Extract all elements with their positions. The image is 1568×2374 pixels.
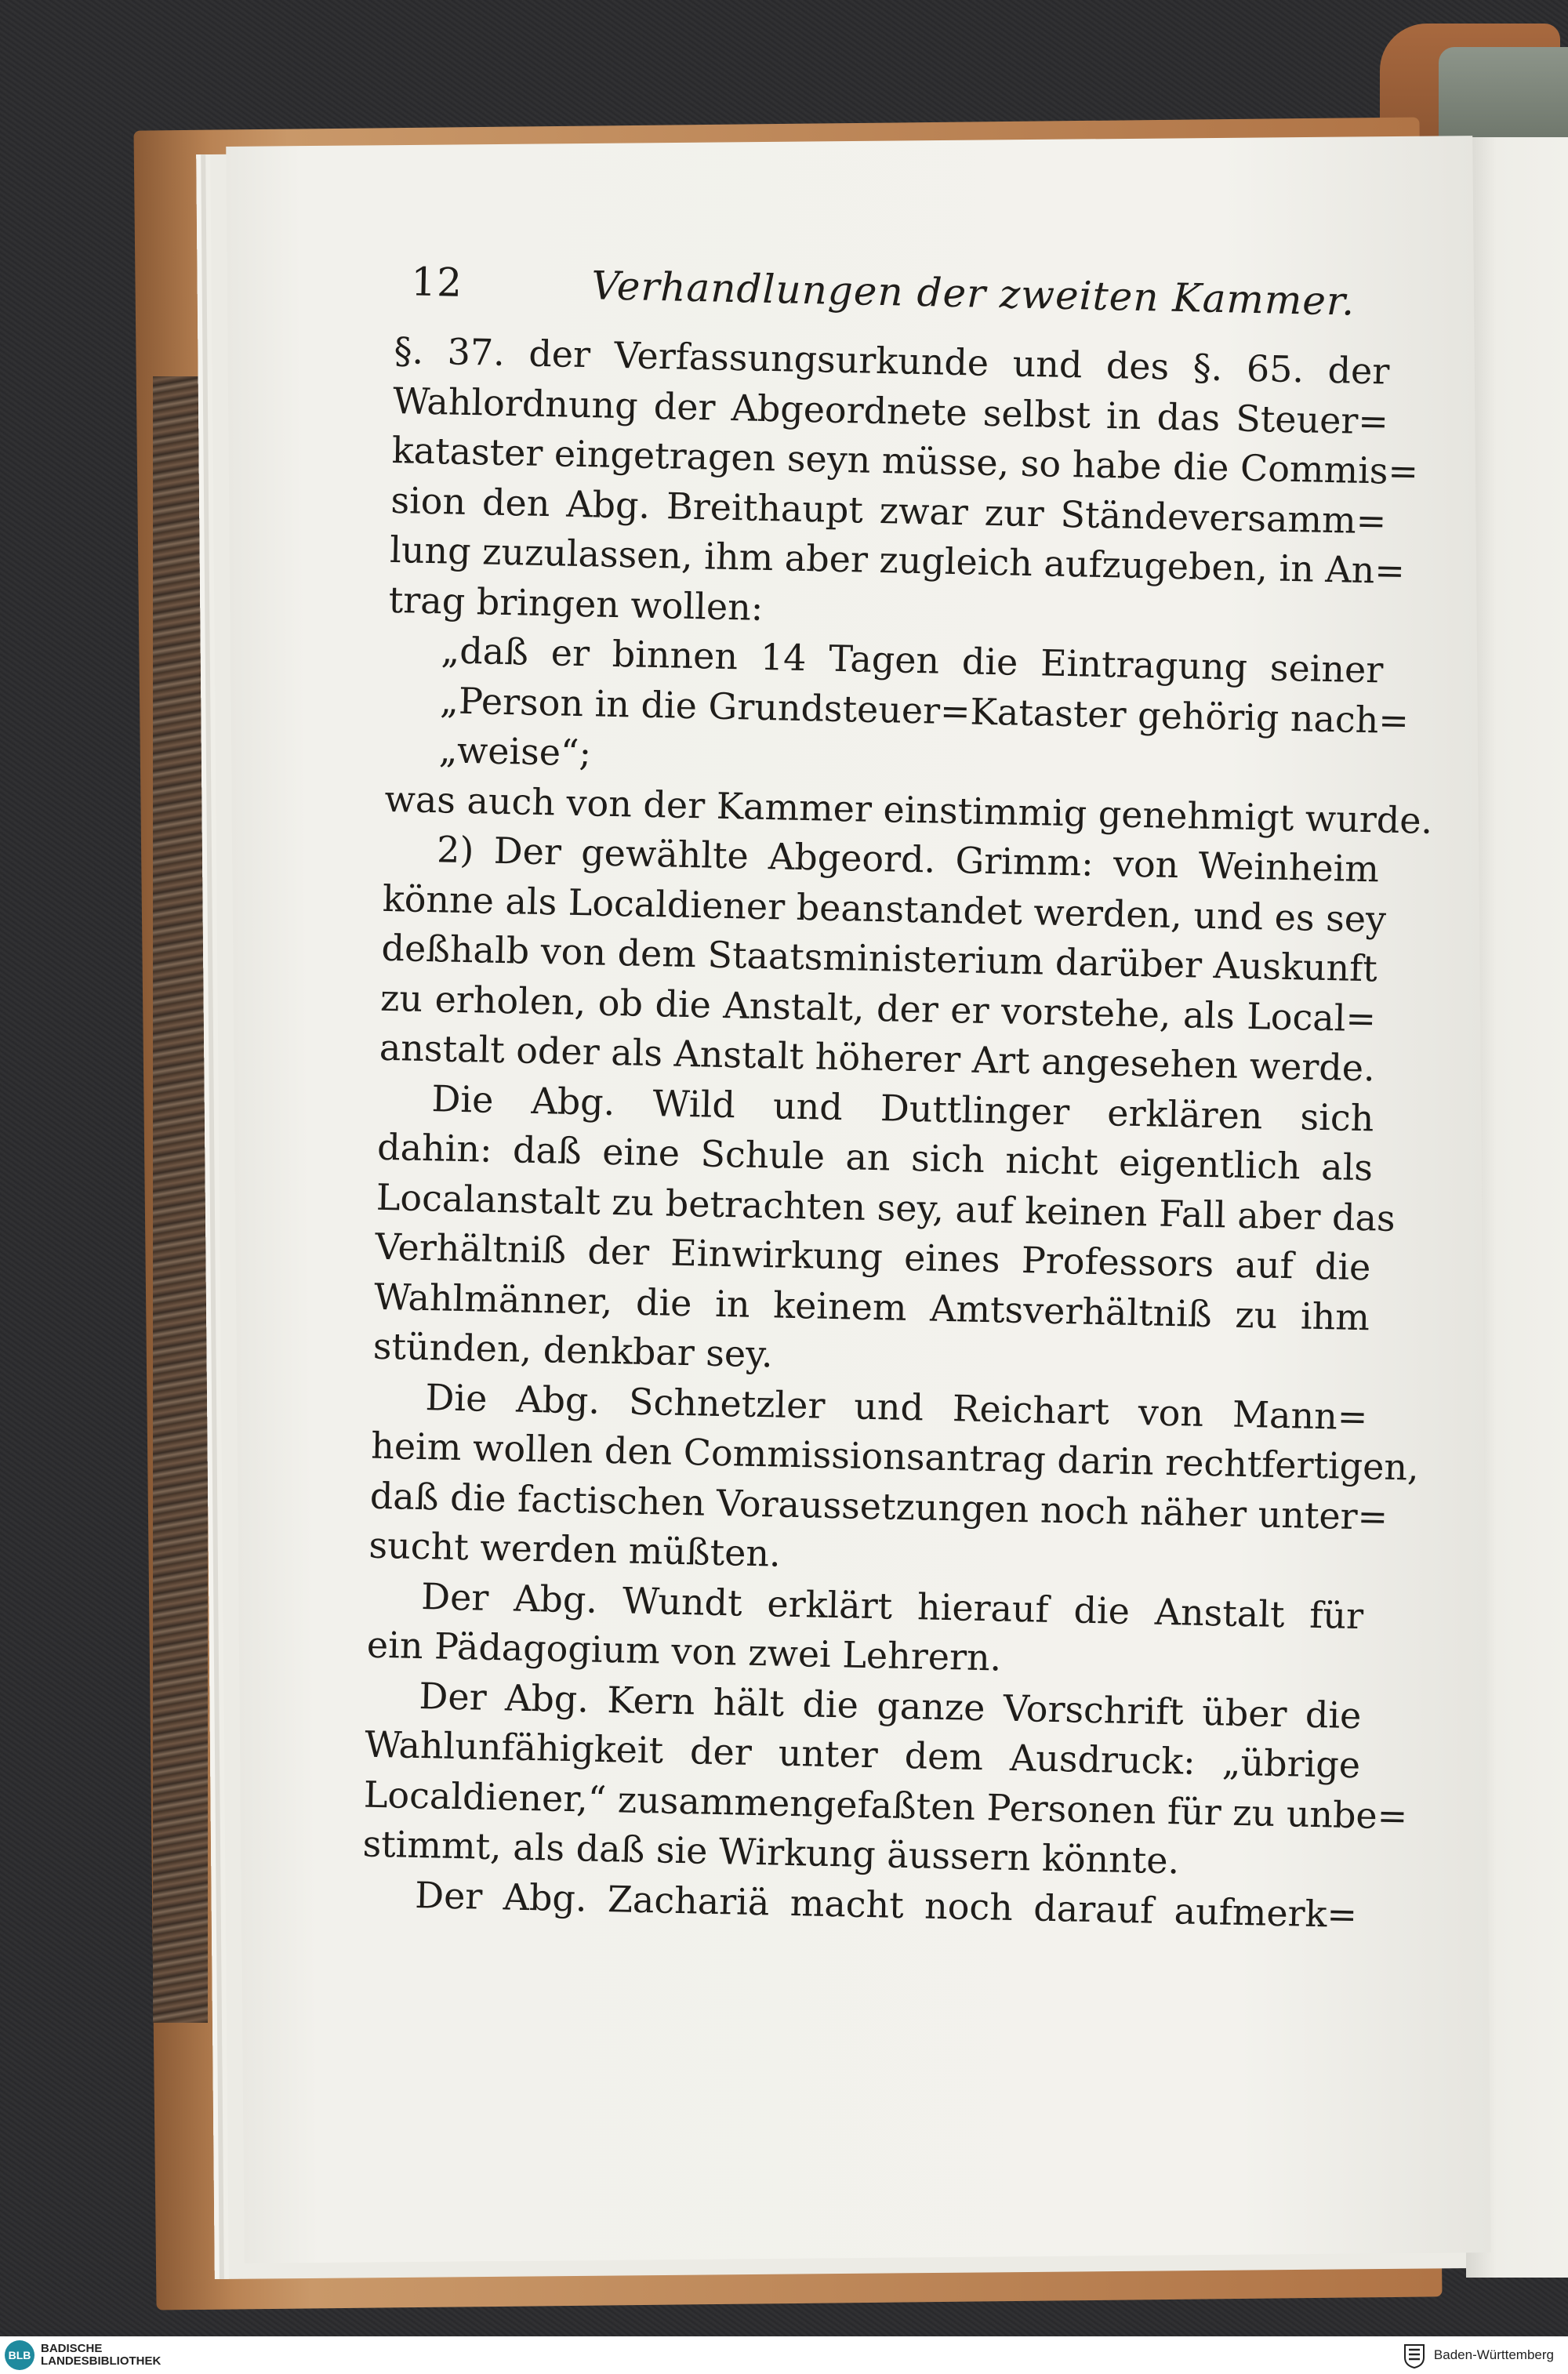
text-line: dahin: daß eine Schule an sich nicht eigentlich als: [376, 1125, 1374, 1189]
text-line: „daß er binnen 14 Tagen die Eintragung seiner: [440, 629, 1384, 692]
blb-name-line-2: LANDESBIBLIOTHEK: [41, 2354, 162, 2368]
text-line: zu erholen, ob die Anstalt, der er vorstehe, als Local=: [379, 976, 1377, 1040]
text-line: was auch von der Kammer einstimmig genehmigt wurde.: [384, 777, 1433, 842]
state-crest-icon: [1403, 2342, 1426, 2369]
viewer-footer: [0, 2336, 1568, 2374]
text-line: Wahlunfähigkeit der unter dem Ausdruck: „übrige: [364, 1722, 1361, 1787]
text-line: Wahlordnung der Abgeordnete selbst in das Steuer=: [392, 379, 1389, 443]
text-line: Verhältniß der Einwirkung eines Professors auf die: [375, 1225, 1371, 1289]
text-line: Der Abg. Zachariä macht noch darauf aufmerk=: [414, 1873, 1358, 1936]
text-line: lung zuzulassen, ihm aber zugleich aufzugeben, in An=: [389, 528, 1406, 593]
text-line: daß die factischen Voraussetzungen noch näher unter=: [369, 1474, 1388, 1538]
text-line: Localdiener,“ zusammengefaßten Personen für zu unbe=: [363, 1773, 1408, 1837]
text-line: stimmt, als daß sie Wirkung äussern könnte.: [362, 1822, 1180, 1882]
text-line: Wahlmänner, die in keinem Amtsverhältniß zu ihm: [373, 1275, 1370, 1338]
text-line: deßhalb von dem Staatsministerium darüber Auskunft: [381, 926, 1378, 990]
blb-name: [41, 2343, 198, 2368]
text-line: anstalt oder als Anstalt höherer Art angesehen werde.: [379, 1025, 1376, 1090]
running-head-title: Verhandlungen der zweiten Kammer.: [590, 263, 1356, 325]
page-text-block: [361, 259, 1433, 1940]
body-text: [361, 326, 1433, 1940]
page-number: 12: [410, 259, 463, 306]
text-line: Der Abg. Kern hält die ganze Vorschrift über die: [419, 1674, 1362, 1737]
text-line: könne als Localdiener beanstandet werden, und es sey: [382, 877, 1387, 941]
blb-logo-icon: BLB: [5, 2340, 34, 2370]
text-line: Der Abg. Wundt erklärt hierauf die Anstalt für: [420, 1574, 1364, 1637]
text-line: Die Abg. Wild und Duttlinger erklären sich: [431, 1076, 1374, 1139]
state-name: Baden-Württemberg: [1433, 2347, 1554, 2362]
text-line: sucht werden müßten.: [368, 1523, 782, 1575]
text-line: „Person in die Grundsteuer=Kataster gehörig nach=: [439, 678, 1410, 742]
book-clasp: [1439, 47, 1568, 149]
text-line: Die Abg. Schnetzler und Reichart von Mann=: [425, 1375, 1368, 1438]
text-line: sion den Abg. Breithaupt zwar zur Ständeversamm=: [390, 478, 1387, 543]
text-line: stünden, denkbar sey.: [372, 1324, 774, 1376]
text-line: 2) Der gewählte Abgeord. Grimm: von Weinheim: [436, 828, 1380, 891]
text-line: kataster eingetragen seyn müsse, so habe die Commis=: [391, 428, 1419, 493]
blb-name-line-1: BADISCHE: [41, 2342, 103, 2355]
text-line: heim wollen den Commissionsantrag darin rechtfertigen,: [370, 1424, 1420, 1489]
text-line: trag bringen wollen:: [388, 578, 764, 629]
text-line: ein Pädagogium von zwei Lehrern.: [366, 1623, 1002, 1679]
text-line: Localanstalt zu betrachten sey, auf keinen Fall aber das: [376, 1175, 1396, 1240]
text-line: „weise“;: [438, 728, 592, 775]
text-line: §. 37. der Verfassungsurkunde und des §. 65. der: [393, 329, 1390, 393]
